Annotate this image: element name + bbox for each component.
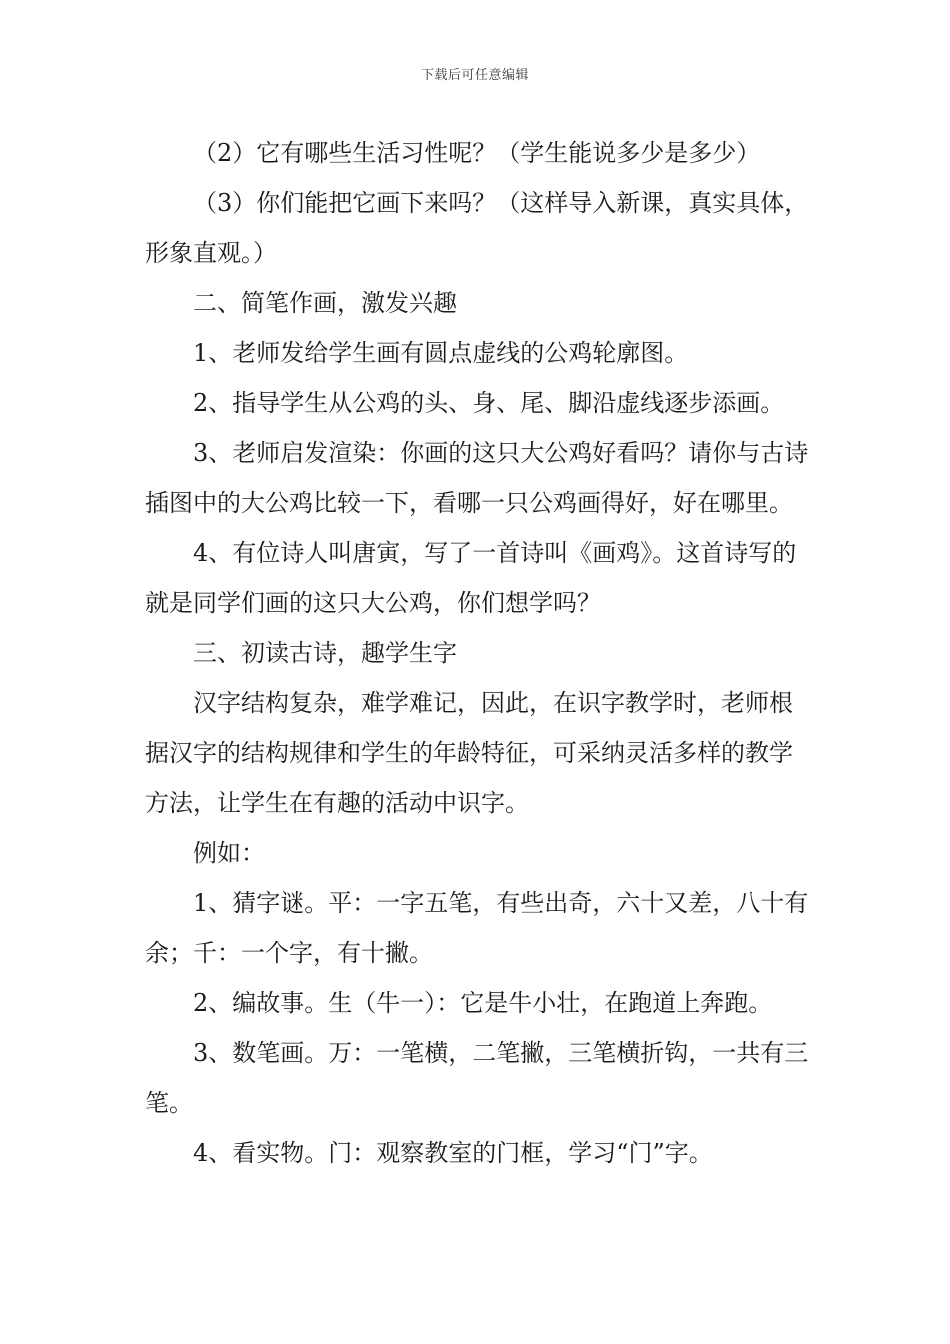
paragraph-step-2: 2、指导学生从公鸡的头、身、尾、脚沿虚线逐步添画。 — [193, 389, 785, 417]
paragraph-question-2: （2）它有哪些生活习性呢？（学生能说多少是多少） — [193, 139, 761, 167]
page-header-note: 下载后可任意编辑 — [420, 68, 529, 83]
paragraph-example-3: 3、数笔画。万：一笔横，二笔撇，三笔横折钩，一共有三笔。 — [145, 1039, 809, 1117]
paragraph-example-label: 例如： — [193, 839, 265, 867]
paragraph-intro: 汉字结构复杂，难学难记，因此，在识字教学时，老师根据汉字的结构规律和学生的年龄特征，可采纳灵活多样的教学方法，让学生在有趣的活动中识字。 — [145, 689, 793, 817]
paragraph-example-2: 2、编故事。生（牛一）：它是牛小壮，在跑道上奔跑。 — [193, 989, 773, 1017]
document-body — [145, 128, 809, 1178]
paragraph-example-1: 1、猜字谜。平：一字五笔，有些出奇，六十又差，八十有余；千：一个字，有十撇。 — [145, 889, 809, 967]
paragraph-step-4: 4、有位诗人叫唐寅，写了一首诗叫《画鸡》。这首诗写的就是同学们画的这只大公鸡，你们想学吗？ — [145, 539, 797, 617]
section-heading-2: 二、简笔作画，激发兴趣 — [193, 289, 457, 317]
section-heading-3: 三、初读古诗，趣学生字 — [193, 639, 457, 667]
paragraph-question-3: （3）你们能把它画下来吗？（这样导入新课，真实具体，形象直观。） — [145, 189, 809, 267]
paragraph-step-1: 1、老师发给学生画有圆点虚线的公鸡轮廓图。 — [193, 339, 689, 367]
paragraph-step-3: 3、老师启发渲染：你画的这只大公鸡好看吗？请你与古诗插图中的大公鸡比较一下，看哪一只公鸡画得好，好在哪里。 — [145, 439, 809, 517]
paragraph-example-4: 4、看实物。门：观察教室的门框，学习“门”字。 — [193, 1139, 713, 1167]
